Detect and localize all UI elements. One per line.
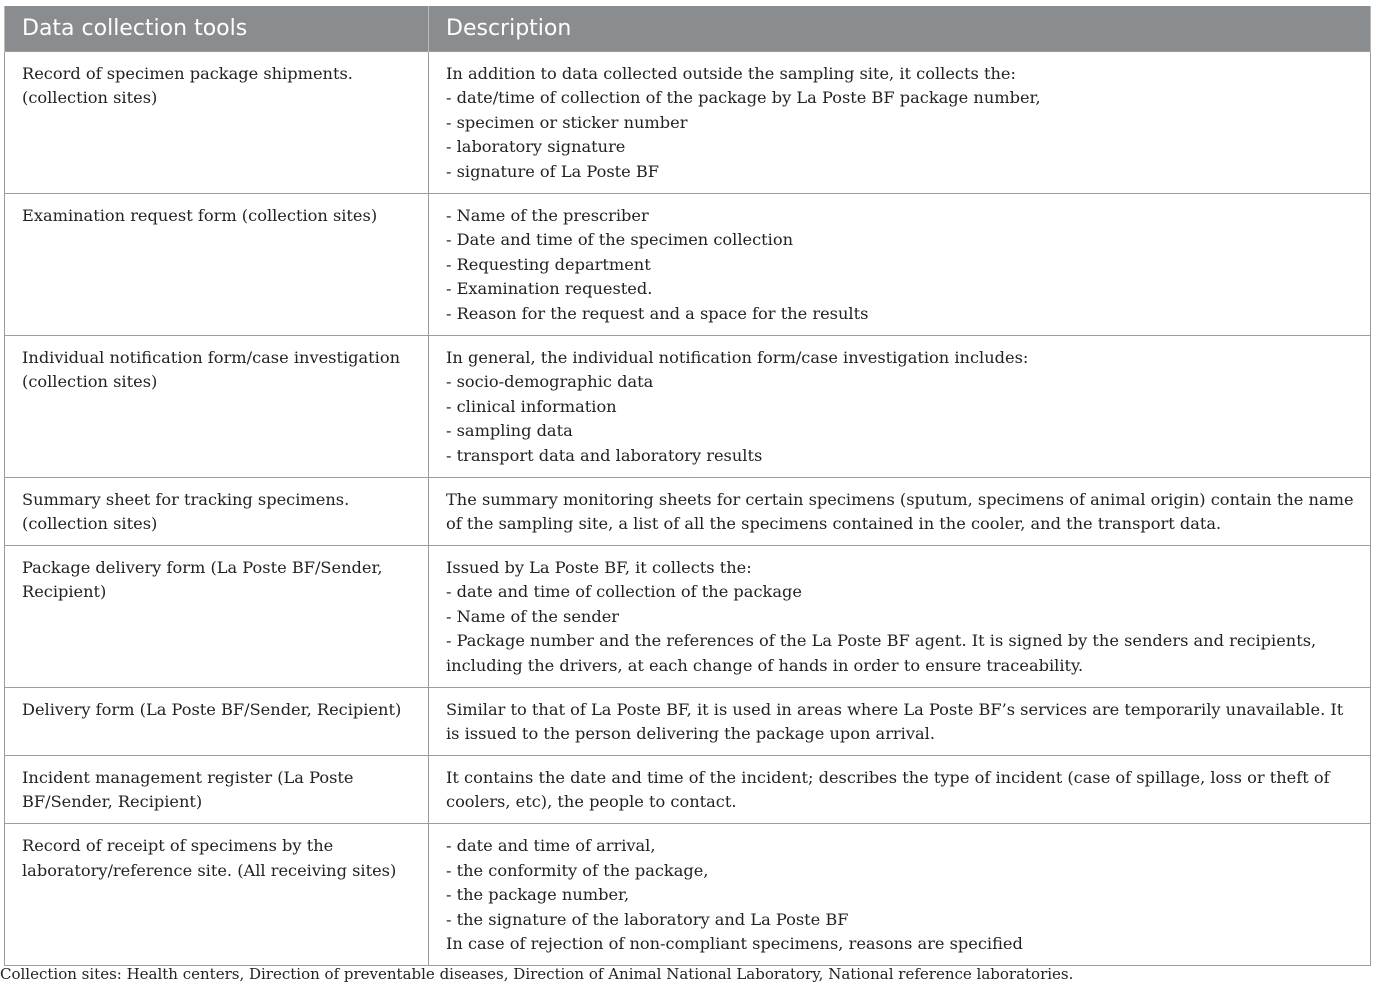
description-line: - the signature of the laboratory and La Poste BF	[446, 909, 849, 929]
tool-cell: Individual notification form/case investigation (collection sites)	[5, 335, 429, 477]
description-line: Similar to that of La Poste BF, it is used in areas where La Poste BF’s services are temporarily unavailable. It is issued to the person delivering the package upon arrival.	[446, 699, 1344, 744]
description-line: - the package number,	[446, 885, 630, 905]
tool-cell: Record of specimen package shipments. (collection sites)	[5, 51, 429, 193]
description-line: Issued by La Poste BF, it collects the:	[446, 557, 752, 577]
table-row	[5, 193, 1371, 335]
description-line: - date and time of arrival,	[446, 836, 656, 856]
description-line: - specimen or sticker number	[446, 112, 688, 132]
description-cell	[429, 687, 1371, 755]
table-row	[5, 824, 1371, 966]
description-cell	[429, 477, 1371, 545]
description-cell	[429, 193, 1371, 335]
description-line: - signature of La Poste BF	[446, 161, 660, 181]
description-cell	[429, 335, 1371, 477]
description-line: - Requesting department	[446, 254, 651, 274]
tool-cell: Summary sheet for tracking specimens. (collection sites)	[5, 477, 429, 545]
table-row	[5, 335, 1371, 477]
description-cell	[429, 545, 1371, 687]
column-header-description: Description	[429, 6, 1371, 51]
description-line: - clinical information	[446, 396, 617, 416]
description-cell	[429, 51, 1371, 193]
description-line: - laboratory signature	[446, 137, 626, 157]
description-line: - transport data and laboratory results	[446, 445, 763, 465]
table-footnote: Collection sites: Health centers, Direction of preventable diseases, Direction of Animal National Laboratory, National reference laboratories.	[0, 965, 1074, 983]
description-line: - Date and time of the specimen collection	[446, 230, 794, 250]
column-header-tools: Data collection tools	[5, 6, 429, 51]
table-row	[5, 477, 1371, 545]
tool-cell: Incident management register (La Poste BF/Sender, Recipient)	[5, 755, 429, 823]
description-line: In addition to data collected outside the sampling site, it collects the:	[446, 63, 1016, 83]
table-header-row	[5, 6, 1371, 51]
description-line: - date/time of collection of the package by La Poste BF package number,	[446, 88, 1041, 108]
description-line: - Name of the prescriber	[446, 205, 649, 225]
description-line: In general, the individual notification form/case investigation includes:	[446, 347, 1029, 367]
description-line: It contains the date and time of the incident; describes the type of incident (case of spillage, loss or theft of coolers, etc), the people to contact.	[446, 767, 1330, 812]
description-line: - sampling data	[446, 421, 573, 441]
description-line: - date and time of collection of the package	[446, 582, 802, 602]
data-collection-tools-table	[4, 6, 1371, 966]
description-line: - Examination requested.	[446, 279, 653, 299]
description-line: - Package number and the references of the La Poste BF agent. It is signed by the senders and recipients, including the drivers, at each change of hands in order to ensure traceability.	[446, 631, 1317, 676]
table-row	[5, 687, 1371, 755]
description-line: - socio-demographic data	[446, 372, 654, 392]
description-cell	[429, 824, 1371, 966]
table-container	[4, 6, 1370, 966]
table-body	[5, 51, 1371, 966]
table-row	[5, 755, 1371, 823]
tool-cell: Record of receipt of specimens by the laboratory/reference site. (All receiving sites)	[5, 824, 429, 966]
tool-cell: Package delivery form (La Poste BF/Sender, Recipient)	[5, 545, 429, 687]
tool-cell: Examination request form (collection sites)	[5, 193, 429, 335]
description-line: The summary monitoring sheets for certain specimens (sputum, specimens of animal origin) contain the name of the sampling site, a list of all the specimens contained in the cooler, and the transport data.	[446, 489, 1354, 534]
description-line: In case of rejection of non-compliant specimens, reasons are specified	[446, 934, 1023, 954]
tool-cell: Delivery form (La Poste BF/Sender, Recipient)	[5, 687, 429, 755]
description-line: - the conformity of the package,	[446, 860, 709, 880]
description-cell	[429, 755, 1371, 823]
description-line: - Name of the sender	[446, 606, 620, 626]
table-row	[5, 545, 1371, 687]
description-line: - Reason for the request and a space for the results	[446, 303, 869, 323]
table-row	[5, 51, 1371, 193]
